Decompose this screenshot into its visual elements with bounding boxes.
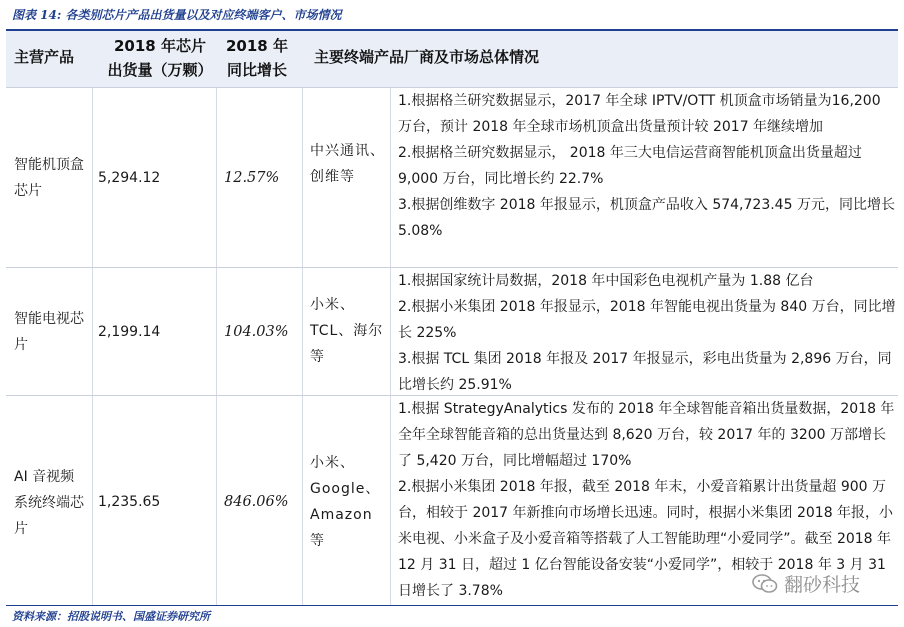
column-divider — [216, 396, 217, 606]
detail-item: 2.根据格兰研究数据显示， 2018 年三大电信运营商智能机顶盒出货量超过 9,000 万台，同比增长约 22.7% — [398, 145, 862, 187]
column-divider — [390, 396, 391, 606]
header-volume-line1: 2018 年芯片 — [114, 37, 206, 55]
terminal-makers: 中兴通讯、创维等 — [310, 143, 385, 185]
column-divider — [390, 88, 391, 268]
watermark-text: 翻砂科技 — [784, 574, 861, 596]
terminal-makers: 小米、Google、Amazon 等 — [310, 455, 381, 549]
terminal-makers: 小米、TCL、海尔等 — [310, 297, 384, 365]
column-divider — [216, 88, 217, 268]
shipment-volume: 1,235.65 — [98, 494, 161, 510]
table-header — [6, 31, 898, 87]
product-name: AI 音视频系统终端芯片 — [14, 469, 84, 537]
product-name: 智能电视芯片 — [14, 311, 84, 353]
yoy-growth: 846.06% — [224, 494, 289, 510]
header-product: 主营产品 — [14, 48, 75, 66]
header-growth — [216, 34, 298, 82]
detail-item: 2.根据小米集团 2018 年报显示，2018 年智能电视出货量为 840 万台，同比增长 225% — [398, 299, 896, 341]
market-details — [398, 88, 896, 244]
source-note: 资料来源：招股说明书、国盛证券研究所 — [12, 610, 210, 623]
header-growth-line1: 2018 年 — [226, 37, 288, 55]
table-row — [6, 87, 898, 268]
column-divider — [216, 268, 217, 396]
product-name: 智能机顶盒芯片 — [14, 157, 84, 199]
column-divider — [92, 88, 93, 268]
detail-item: 3.根据创维数字 2018 年报显示，机顶盒产品收入 574,723.45 万元，同比增长 5.08% — [398, 197, 895, 239]
yoy-growth: 104.03% — [224, 324, 289, 340]
figure-caption: 图表 14: 各类别芯片产品出货量以及对应终端客户、市场情况 — [12, 8, 342, 22]
wechat-icon — [752, 573, 778, 595]
detail-item: 3.根据 TCL 集团 2018 年报及 2017 年报显示，彩电出货量为 2,896 万台，同比增长约 25.91% — [398, 351, 892, 393]
detail-item: 1.根据 StrategyAnalytics 发布的 2018 年全球智能音箱出货量数据，2018 年全年全球智能音箱的总出货量达到 8,620 万台，较 2017 年的 3200 万部增长了 5,420 万台，同比增幅超过 170% — [398, 401, 895, 469]
market-details — [398, 268, 896, 398]
bottom-rule — [6, 605, 898, 606]
detail-item: 2.根据小米集团 2018 年报，截至 2018 年末，小爱音箱累计出货量超 900 万台，相较于 2017 年新推向市场增长迅速。同时，根据小米集团 2018 年报，小米电视、小米盒子及小爱音箱等搭载了人工智能助理“小爱同学”。截至 2018 年 12 月 31 日，超过 1 亿台智能设备安装“小爱同学”，相较于 2018 年 3 月 31 日增长了 3.78% — [398, 479, 894, 599]
shipment-volume: 5,294.12 — [98, 170, 161, 186]
wechat-watermark — [752, 570, 860, 597]
header-details: 主要终端产品厂商及市场总体情况 — [314, 48, 540, 66]
column-divider — [92, 268, 93, 396]
table-row — [6, 267, 898, 396]
column-divider — [390, 268, 391, 396]
header-volume — [96, 34, 224, 82]
detail-item: 1.根据国家统计局数据，2018 年中国彩色电视机产量为 1.88 亿台 — [398, 273, 814, 289]
header-growth-line2: 同比增长 — [226, 61, 287, 79]
header-volume-line2: 出货量（万颗） — [107, 61, 213, 79]
shipment-volume: 2,199.14 — [98, 324, 161, 340]
detail-item: 1.根据格兰研究数据显示，2017 年全球 IPTV/OTT 机顶盒市场销量为16,200 万台，预计 2018 年全球市场机顶盒出货量预计较 2017 年继续增加 — [398, 93, 881, 135]
column-divider — [92, 396, 93, 606]
yoy-growth: 12.57% — [224, 170, 280, 186]
